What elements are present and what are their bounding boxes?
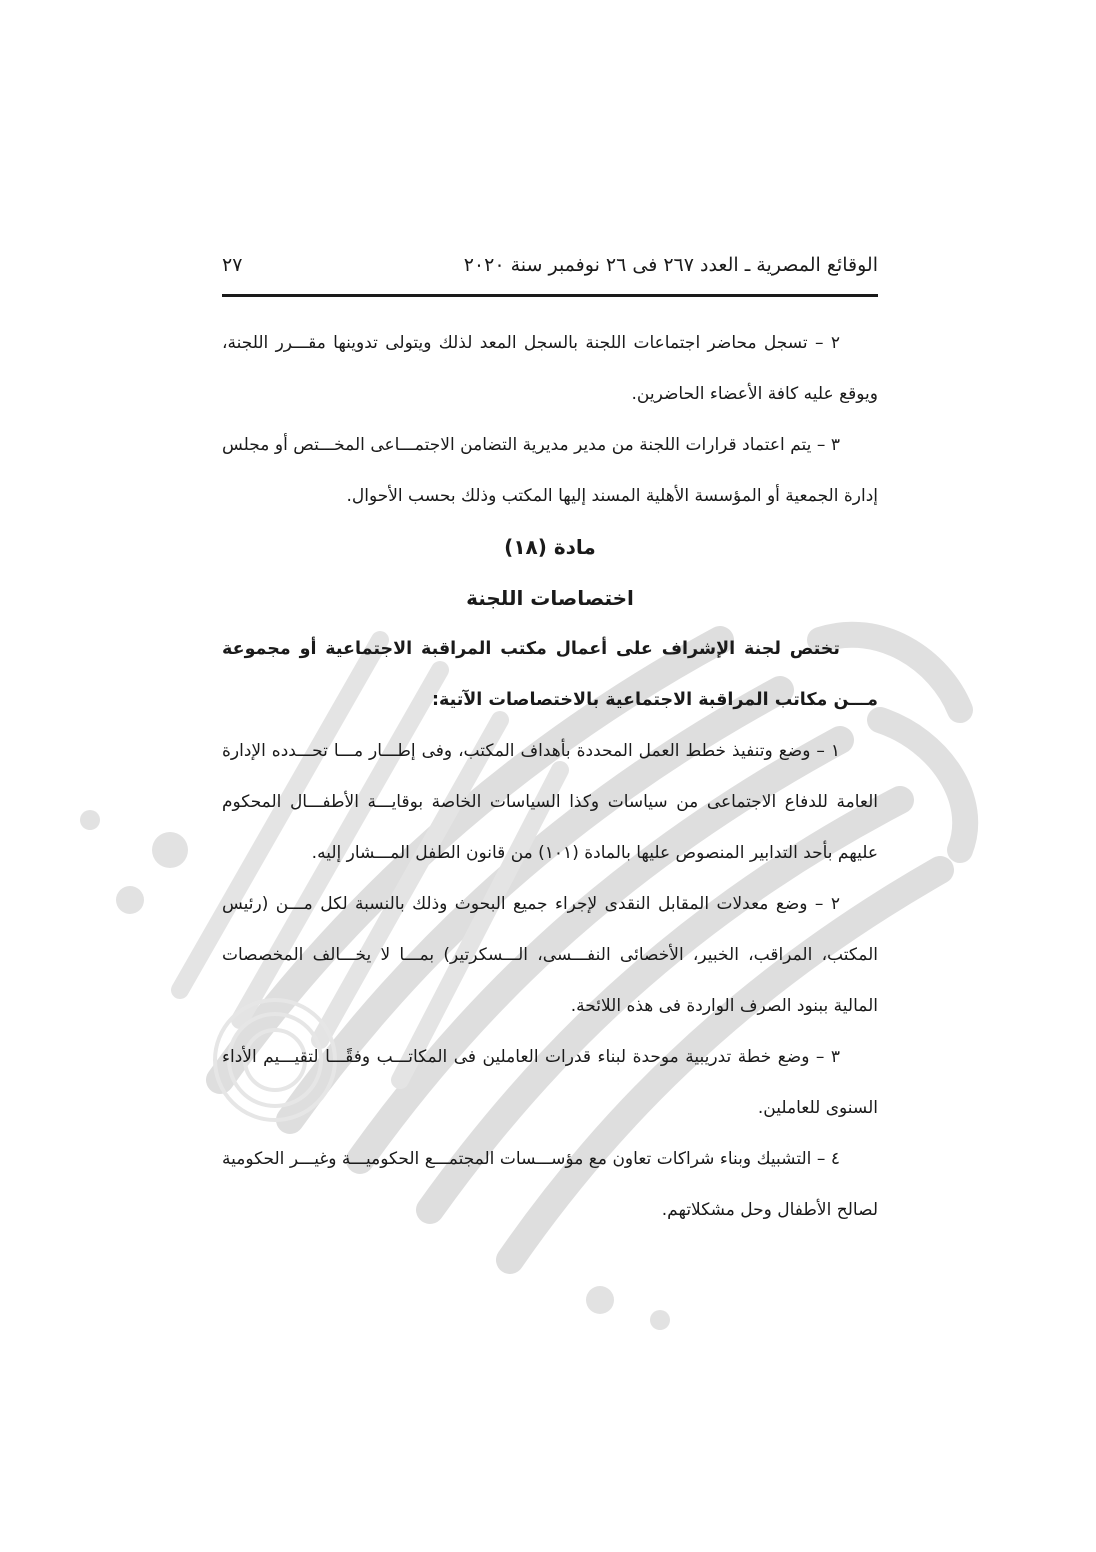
paragraph-item-3: ٣ – يتم اعتماد قرارات اللجنة من مدير مديرية التضامن الاجتمـــاعى المخـــتص أو مجلس إدارة الجمعية أو المؤسسة الأهلية المسند إليها المكتب وذلك بحسب الأحوال. <box>222 435 878 506</box>
header-title: الوقائع المصرية ـ العدد ٢٦٧ فى ٢٦ نوفمبر سنة ٢٠٢٠ <box>463 254 878 276</box>
article-subheading: اختصاصات اللجنة <box>466 586 634 610</box>
article-item-4: ٤ – التشبيك وبناء شراكات تعاون مع مؤســـسات المجتمـــع الحكوميـــة وغيـــر الحكومية لصالح الأطفال وحل مشكلاتهم. <box>222 1149 878 1220</box>
article-item-2: ٢ – وضع معدلات المقابل النقدى لإجراء جميع البحوث وذلك بالنسبة لكل مـــن (رئيس المكتب، المراقب، الخبير، الأخصائى النفـــسى، الـــسكرتير) بمـــا لا يخـــالف المخصصات المالية ببنود الصرف الواردة فى هذه اللائحة. <box>222 894 878 1016</box>
paragraph-item-2: ٢ – تسجل محاضر اجتماعات اللجنة بالسجل المعد لذلك ويتولى تدوينها مقـــرر اللجنة، ويوقع عليه كافة الأعضاء الحاضرين. <box>222 333 878 404</box>
article-item-1: ١ – وضع وتنفيذ خطط العمل المحددة بأهداف المكتب، وفى إطـــار مـــا تحـــدده الإدارة العامة للدفاع الاجتماعى من سياسات وكذا السياسات الخاصة بوقايـــة الأطفـــال المحكوم عليهم بأحد التدابير المنصوص عليها بالمادة (١٠١) من قانون الطفل المـــشار إليه. <box>222 741 878 863</box>
page-header <box>222 248 878 292</box>
article-item-3: ٣ – وضع خطة تدريبية موحدة لبناء قدرات العاملين فى المكاتـــب وفقًـــا لتقيـــيم الأداء السنوى للعاملين. <box>222 1047 878 1118</box>
header-divider <box>222 294 878 297</box>
article-heading: مادة (١٨) <box>504 535 596 559</box>
page-number: ٢٧ <box>222 254 243 276</box>
document-body <box>222 318 878 1236</box>
article-intro: تختص لجنة الإشراف على أعمال مكتب المراقبة الاجتماعية أو مجموعة مـــن مكاتب المراقبة الاجتماعية بالاختصاصات الآتية: <box>222 639 878 710</box>
